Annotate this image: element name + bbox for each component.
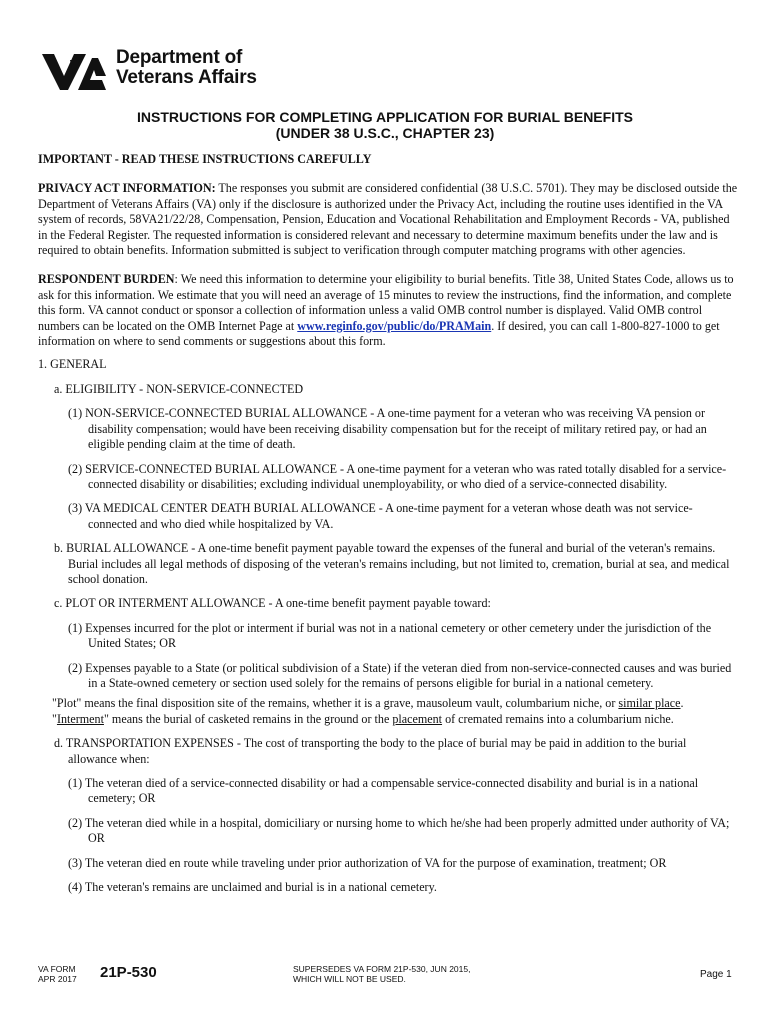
burden-label: RESPONDENT BURDEN xyxy=(38,272,175,287)
va-logo xyxy=(40,48,280,96)
supersedes-note xyxy=(293,964,470,984)
supersedes-line-1: SUPERSEDES VA FORM 21P-530, JUN 2015, xyxy=(293,964,471,974)
interment-underlined: Interment xyxy=(56,711,104,726)
interment-end: of cremated remains into a columbarium niche. xyxy=(442,711,674,726)
section-d-item-3: (3) The veteran died en route while traveling under prior authorization of VA for the purpose of examination, treatment; OR xyxy=(68,855,667,870)
supersedes-line-2: WHICH WILL NOT BE USED. xyxy=(293,974,406,984)
form-label xyxy=(38,964,77,984)
plot-end: . xyxy=(680,696,684,711)
section-d-item-2: (2) The veteran died while in a hospital, domiciliary or nursing home to which he/she had been properly admitted under authority of VA; OR xyxy=(68,815,730,846)
document-subtitle: (UNDER 38 U.S.C., CHAPTER 23) xyxy=(275,125,495,141)
interment-definition xyxy=(38,712,738,727)
important-notice: IMPORTANT - READ THESE INSTRUCTIONS CAREFULLY xyxy=(38,152,372,166)
logo-line-2: Veterans Affairs xyxy=(116,67,257,88)
section-c-item-1: (1) Expenses incurred for the plot or interment if burial was not in a national cemetery or other cemetery under the jurisdiction of the United States; OR xyxy=(68,620,712,651)
plot-text: "Plot" means the final disposition site of the remains, whether it is a grave, mausoleum vault, columbarium niche, or xyxy=(52,696,619,711)
plot-underlined: similar place xyxy=(618,696,681,711)
page-footer xyxy=(0,964,770,994)
section-d-item-1: (1) The veteran died of a service-connected disability or had a compensable service-connected disability and burial is in a national cemetery; OR xyxy=(68,776,699,806)
omb-link[interactable]: www.reginfo.gov/public/do/PRAMain xyxy=(297,318,492,333)
instructions-body xyxy=(38,152,738,895)
privacy-text: The responses you submit are considered confidential (38 U.S.C. 5701). They may be disclosed outside the Department of Veterans Affairs (VA) only if the disclosure is authorized under the Privacy Act, including the routine uses identified in the VA system of records, 58VA21/22/28, Compensation, Pension, Education and Vocational Rehabilitation and Employment Records - VA, published in the Federal Register. The requested information is considered relevant and necessary to determine maximum benefits under the law and is required to obtain benefits. Information submitted is subject to verification through computer matching programs with other agencies. xyxy=(38,181,738,258)
interment-quote: " xyxy=(52,711,57,726)
burden-text-before: : We need this information to determine your eligibility to burial benefits. Title 38, United States Code, allows us to ask for this information. We estimate that you will need an average of 15 minutes to review the instructions, find the information, and complete this form. VA cannot conduct or sponsor a collection of information unless a valid OMB control number is displayed. Valid OMB control numbers can be located on the OMB Internet Page at xyxy=(38,272,734,333)
form-number: 21P-530 xyxy=(100,964,157,981)
privacy-act-paragraph xyxy=(38,181,738,258)
document-title: INSTRUCTIONS FOR COMPLETING APPLICATION FOR BURIAL BENEFITS xyxy=(137,109,633,125)
section-c-item-2: (2) Expenses payable to a State (or political subdivision of a State) if the veteran died from non-service-connected causes and was buried in a State-owned cemetery or section used solely for the remains of persons eligible for burial in a national cemetery. xyxy=(68,660,732,690)
form-date: APR 2017 xyxy=(38,974,77,984)
section-b: b. BURIAL ALLOWANCE - A one-time benefit payment payable toward the expenses of the funeral and burial of the veteran's remains. Burial includes all legal methods of disposing of the veteran's remains including, but not limited to, cremation, burial at sea, and medical school donation. xyxy=(54,541,730,586)
section-d-item-4: (4) The veteran's remains are unclaimed and burial is in a national cemetery. xyxy=(68,880,437,895)
section-c-heading: c. PLOT OR INTERMENT ALLOWANCE - A one-time benefit payment payable toward: xyxy=(54,596,491,611)
placement-underlined: placement xyxy=(392,711,443,726)
section-d-heading: d. TRANSPORTATION EXPENSES - The cost of transporting the body to the place of burial may be paid in addition to the burial allowance when: xyxy=(54,736,687,766)
plot-definition xyxy=(38,696,738,711)
section-a-heading: a. ELIGIBILITY - NON-SERVICE-CONNECTED xyxy=(54,381,304,396)
burden-text-after: . If desired, you can call 1-800-827-1000 to get information on where to send comments or suggestions about this form. xyxy=(38,318,720,349)
va-form-label: VA FORM xyxy=(38,964,76,974)
section-a-item-2: (2) SERVICE-CONNECTED BURIAL ALLOWANCE - A one-time payment for a veteran who was rated totally disabled for a service-connected disability or disabilities; excluding individual unemployability, or who died of a service-connected disability. xyxy=(68,461,727,491)
logo-line-1: Department of xyxy=(116,47,243,68)
section-a-item-3: (3) VA MEDICAL CENTER DEATH BURIAL ALLOWANCE - A one-time payment for a veteran whose death was not service-connected and who died while hospitalized by VA. xyxy=(68,501,693,531)
general-heading: 1. GENERAL xyxy=(38,357,107,372)
interment-text: " means the burial of casketed remains in the ground or the xyxy=(103,711,393,726)
page-number: Page 1 xyxy=(700,969,732,980)
section-a-item-1: (1) NON-SERVICE-CONNECTED BURIAL ALLOWANCE - A one-time payment for a veteran who was receiving VA pension or disability compensation; would have been receiving disability compensation but for the receipt of military retired pay, or had an eligible pending claim at the time of death. xyxy=(68,406,707,452)
respondent-burden-paragraph xyxy=(38,272,738,349)
department-name xyxy=(116,48,257,88)
va-seal-icon xyxy=(40,50,108,92)
privacy-label: PRIVACY ACT INFORMATION: xyxy=(38,181,216,196)
